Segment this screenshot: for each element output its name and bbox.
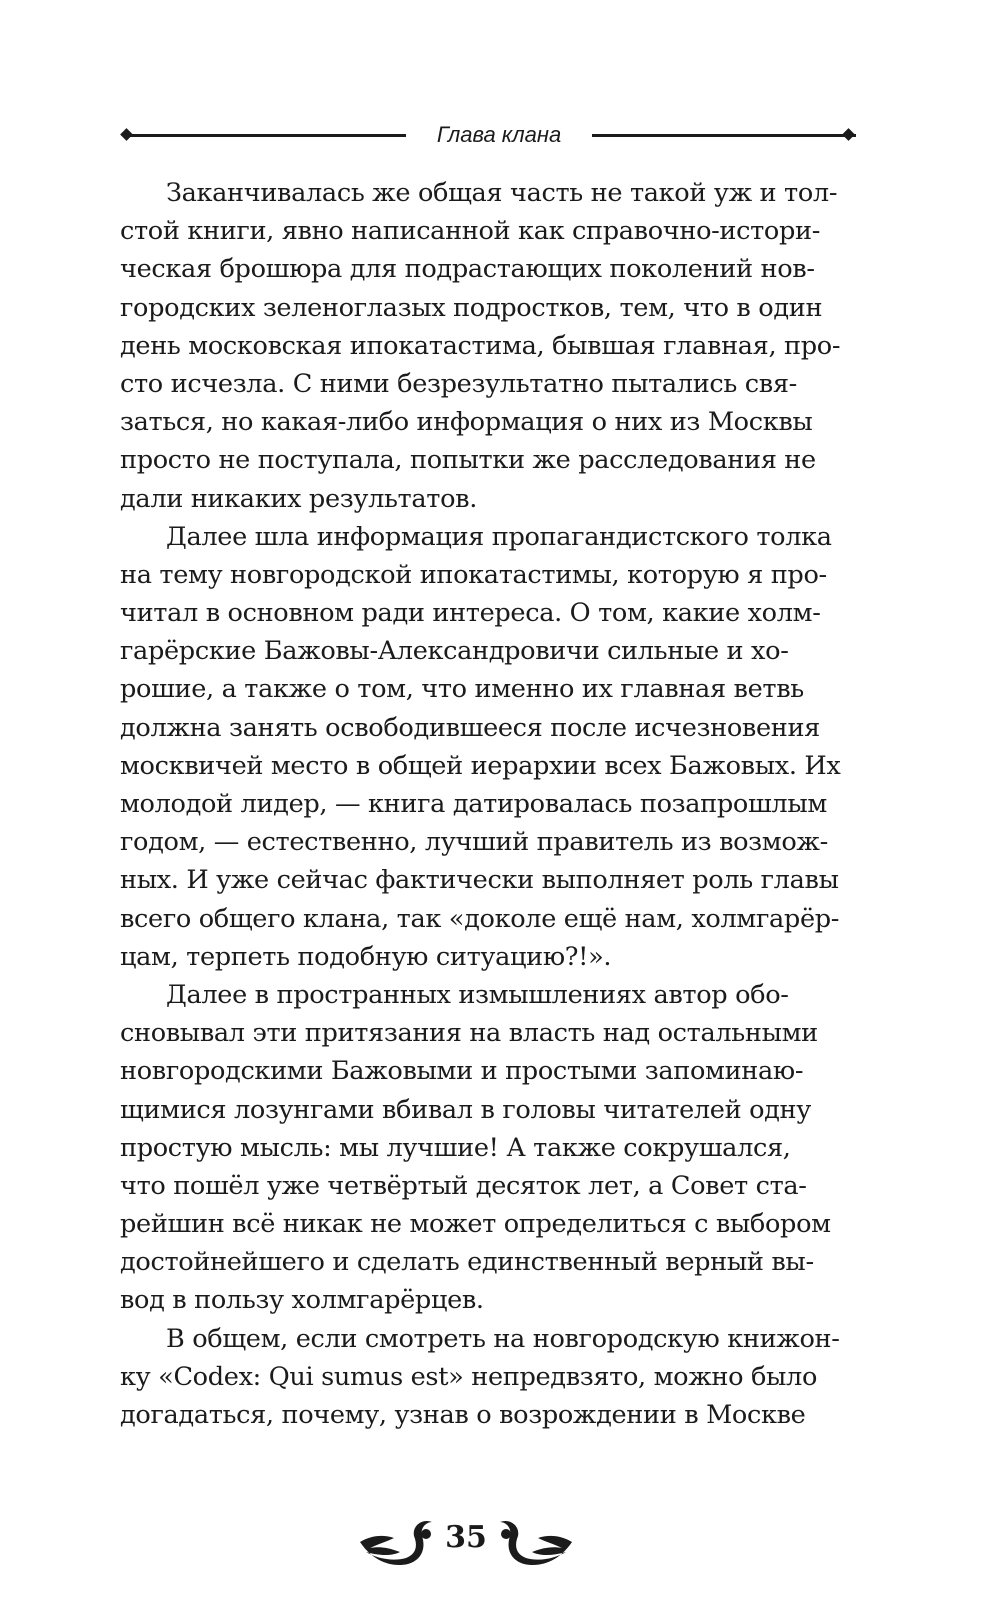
- text-line: на тему новгородской ипокатастимы, которую я про-: [120, 559, 827, 590]
- text-line: сновывал эти притязания на власть над остальными: [120, 1018, 818, 1049]
- page-number: 35: [445, 1520, 487, 1555]
- diamond-ornament-icon: [842, 128, 855, 141]
- text-line: цам, терпеть подобную ситуацию?!».: [120, 941, 612, 972]
- running-header-title: Глава клана: [436, 122, 562, 147]
- text-line: день московская ипокатастима, бывшая главная, про-: [120, 330, 841, 361]
- text-line: дали никаких результатов.: [120, 483, 477, 514]
- text-line: догадаться, почему, узнав о возрождении в Москве: [120, 1400, 806, 1430]
- text-line: стой книги, явно написанной как справочно-истори-: [120, 216, 821, 247]
- text-line: В общем, если смотреть на новгородскую книжон-: [166, 1323, 840, 1354]
- text-line: ку «Codex: Qui sumus est» непредвзято, можно было: [120, 1361, 818, 1392]
- swirl-ornament-right-icon: [492, 1512, 576, 1568]
- text-line: щимися лозунгами вбивал в головы читателей одну: [120, 1094, 811, 1125]
- page-body-text: [120, 174, 860, 1434]
- text-line: вод в пользу холмгарёрцев.: [120, 1285, 484, 1316]
- text-line: всего общего клана, так «доколе ещё нам, холмгарёр-: [120, 903, 840, 934]
- text-line: ческая брошюра для подрастающих поколений нов-: [120, 254, 815, 285]
- text-line: годом, — естественно, лучший правитель из возмож-: [120, 827, 828, 858]
- swirl-ornament-left-icon: [356, 1512, 440, 1568]
- text-line: гарёрские Бажовы-Александровичи сильные и хо-: [120, 636, 789, 667]
- text-line: городских зеленоглазых подростков, тем, что в один: [120, 292, 823, 323]
- text-line: Далее шла информация пропагандистского толка: [166, 521, 832, 552]
- text-line: Далее в пространных измышлениях автор обо-: [166, 979, 789, 1010]
- text-line: сто исчезла. С ними безрезультатно пытались свя-: [120, 368, 797, 399]
- header-rule-right: [592, 134, 856, 137]
- text-line: простую мысль: мы лучшие! А также сокрушался,: [120, 1132, 791, 1163]
- text-line: читал в основном ради интереса. О том, какие холм-: [120, 598, 821, 629]
- text-line: новгородскими Бажовыми и простыми запоминаю-: [120, 1056, 804, 1087]
- text-line: молодой лидер, — книга датировалась позапрошлым: [120, 789, 827, 819]
- text-line: ных. И уже сейчас фактически выполняет роль главы: [120, 865, 839, 896]
- header-rule-left: [128, 134, 406, 137]
- running-header: [120, 118, 860, 152]
- text-line: рошие, а также о том, что именно их главная ветвь: [120, 674, 804, 705]
- text-line: москвичей место в общей иерархии всех Бажовых. Их: [120, 750, 841, 781]
- text-line: должна занять освободившееся после исчезновения: [120, 712, 820, 743]
- text-line: что пошёл уже четвёртый десяток лет, а Совет ста-: [120, 1170, 807, 1201]
- text-line: достойнейшего и сделать единственный верный вы-: [120, 1247, 814, 1278]
- text-line: рейшин всё никак не может определиться с выбором: [120, 1209, 831, 1240]
- text-line: Заканчивалась же общая часть не такой уж и тол-: [166, 178, 838, 208]
- text-line: просто не поступала, попытки же расследования не: [120, 445, 816, 476]
- text-line: заться, но какая-либо информация о них из Москвы: [120, 407, 813, 438]
- page-footer: [356, 1512, 576, 1568]
